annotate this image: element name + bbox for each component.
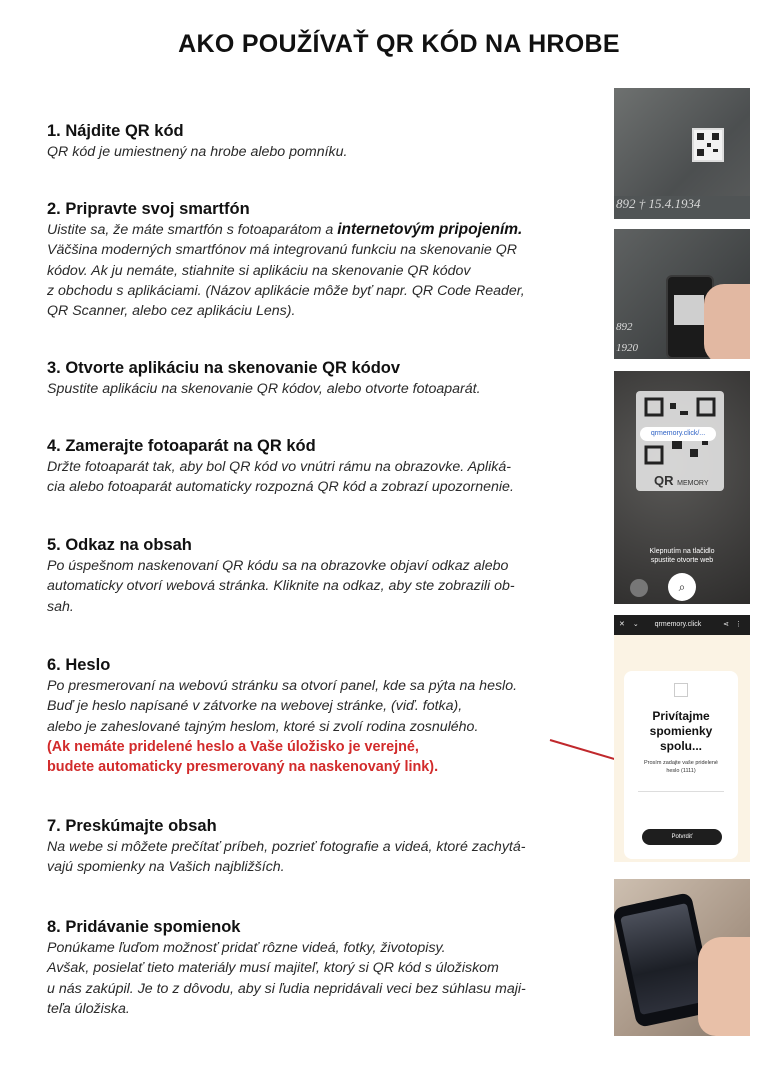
step-8-line: Avšak, posielať tieto materiály musí majiteľ, ktorý si QR kód s úložiskom: [47, 960, 499, 977]
step-2-line-intro-bold: internetovým pripojením.: [337, 221, 523, 238]
grave-date-bottom: 1920: [616, 342, 638, 354]
step-7: [47, 816, 609, 878]
gallery-icon[interactable]: [630, 579, 648, 597]
step-6-line: Buď je heslo napísané v zátvorke na webovej stránke, (viď. fotka),: [47, 698, 463, 715]
step-2-line: z obchodu s aplikáciami. (Názov aplikácie môže byť napr. QR Code Reader,: [47, 282, 525, 299]
step-8-line: teľa úložiska.: [47, 1000, 130, 1017]
step-4: [47, 436, 609, 498]
step-6-line: alebo je zaheslované tajným heslom, ktoré si zvolí rodina zosnulého.: [47, 718, 479, 735]
step-4-heading: 4. Zamerajte fotoaparát na QR kód: [47, 437, 316, 455]
chevron-down-icon[interactable]: ⌄: [632, 621, 639, 628]
browser-url[interactable]: qrmemory.click: [654, 621, 702, 628]
brand-logo: QR: [654, 473, 674, 488]
brand-logo-sub: MEMORY: [677, 480, 709, 487]
step-7-line: Na webe si môžete prečítať príbeh, pozrieť fotografie a videá, ktoré zachytá-: [47, 839, 526, 855]
step-7-line: vajú spomienky na Vašich najbližších.: [47, 859, 285, 876]
step-1: [47, 121, 609, 162]
password-panel: [624, 671, 738, 859]
qr-code-icon: [692, 128, 724, 162]
confirm-button[interactable]: Potvrdiť: [642, 829, 722, 845]
password-input[interactable]: [638, 791, 724, 792]
grave-dates: 892 † 15.4.1934: [616, 196, 701, 211]
step-5-line: Po úspešnom naskenovaní QR kódu sa na obrazovke objaví odkaz alebo: [47, 558, 509, 574]
step-2-line-intro: [47, 220, 609, 240]
logo-icon: [674, 683, 688, 697]
photo-hand-with-phone: [614, 879, 750, 1036]
step-1-line: QR kód je umiestnený na hrobe alebo pomníku.: [47, 144, 348, 160]
password-hint-2: heslo (1111): [666, 768, 696, 774]
search-icon[interactable]: ⌕: [668, 573, 696, 601]
step-8: [47, 917, 609, 1019]
step-5-heading: 5. Odkaz na obsah: [47, 536, 192, 554]
photo-scanner-screen: [614, 371, 750, 604]
step-6-line: Po presmerovaní na webovú stránku sa otvorí panel, kde sa pýta na heslo.: [47, 678, 518, 694]
browser-bar: [614, 615, 750, 635]
share-icon[interactable]: ⋖: [723, 621, 730, 628]
step-4-line: cia alebo fotoaparát automaticky rozpozná QR kód a zobrazí upozornenie.: [47, 479, 514, 496]
step-8-line: Ponúkame ľuďom možnosť pridať rôzne videá, fotky, životopisy.: [47, 940, 446, 956]
step-3-heading: 3. Otvorte aplikáciu na skenovanie QR kódov: [47, 359, 401, 377]
step-2-line: QR Scanner, alebo cez aplikáciu Lens).: [47, 303, 296, 320]
step-4-line: Držte fotoaparát tak, aby bol QR kód vo vnútri rámu na obrazovke. Apliká-: [47, 459, 511, 475]
scanner-hint-2: spustite otvorte web: [650, 557, 714, 564]
welcome-line-2: spomienky: [649, 724, 713, 738]
grave-date-top: 892: [616, 321, 633, 333]
step-2-line-intro-text: Uistite sa, že máte smartfón s fotoaparátom a: [47, 222, 338, 238]
step-8-line: u nás zakúpil. Je to z dôvodu, aby si ľudia nepridávali veci bez súhlasu maji-: [47, 980, 526, 997]
step-1-heading: 1. Nájdite QR kód: [47, 122, 184, 140]
step-7-heading: 7. Preskúmajte obsah: [47, 817, 217, 835]
welcome-line-1: Privítajme: [652, 709, 710, 723]
photo-password-screen: [614, 615, 750, 862]
step-2: [47, 199, 609, 321]
step-2-line: kódov. Ak ju nemáte, stiahnite si aplikáciu na skenovanie QR kódov: [47, 262, 471, 279]
step-5-line: sah.: [47, 598, 74, 615]
close-icon[interactable]: ✕: [619, 621, 625, 628]
step-3-line: Spustite aplikáciu na skenovanie QR kódov, alebo otvorte fotoaparát.: [47, 381, 481, 397]
password-hint-1: Prosím zadajte vaše pridelené: [644, 760, 718, 766]
step-2-heading: 2. Pripravte svoj smartfón: [47, 200, 250, 218]
step-6: [47, 655, 609, 777]
step-2-line: Väčšina moderných smartfónov má integrovanú funkciu na skenovanie QR: [47, 242, 518, 259]
scanned-link-chip[interactable]: qrmemory.click/...: [640, 427, 716, 441]
step-6-red-note: budete automaticky presmerovaný na naskenovaný link).: [47, 759, 439, 776]
step-5: [47, 535, 609, 617]
step-3: [47, 358, 609, 399]
welcome-line-3: spolu...: [660, 739, 702, 753]
step-6-heading: 6. Heslo: [47, 656, 111, 674]
photo-qr-on-grave: [614, 88, 750, 219]
step-5-line: automaticky otvorí webová stránka. Kliknite na odkaz, aby ste zobrazili ob-: [47, 578, 515, 595]
scanner-hint-1: Klepnutím na tlačidlo: [649, 548, 715, 555]
step-6-red-note: (Ak nemáte pridelené heslo a Vaše úložisko je verejné,: [47, 738, 419, 755]
qr-plate: [636, 391, 724, 491]
photo-phone-scanning: [614, 229, 750, 359]
hand: [698, 937, 750, 1036]
more-icon[interactable]: ⋮: [734, 621, 742, 628]
step-8-heading: 8. Pridávanie spomienok: [47, 918, 241, 936]
page-title: AKO POUŽÍVAŤ QR KÓD NA HROBE: [178, 30, 620, 58]
